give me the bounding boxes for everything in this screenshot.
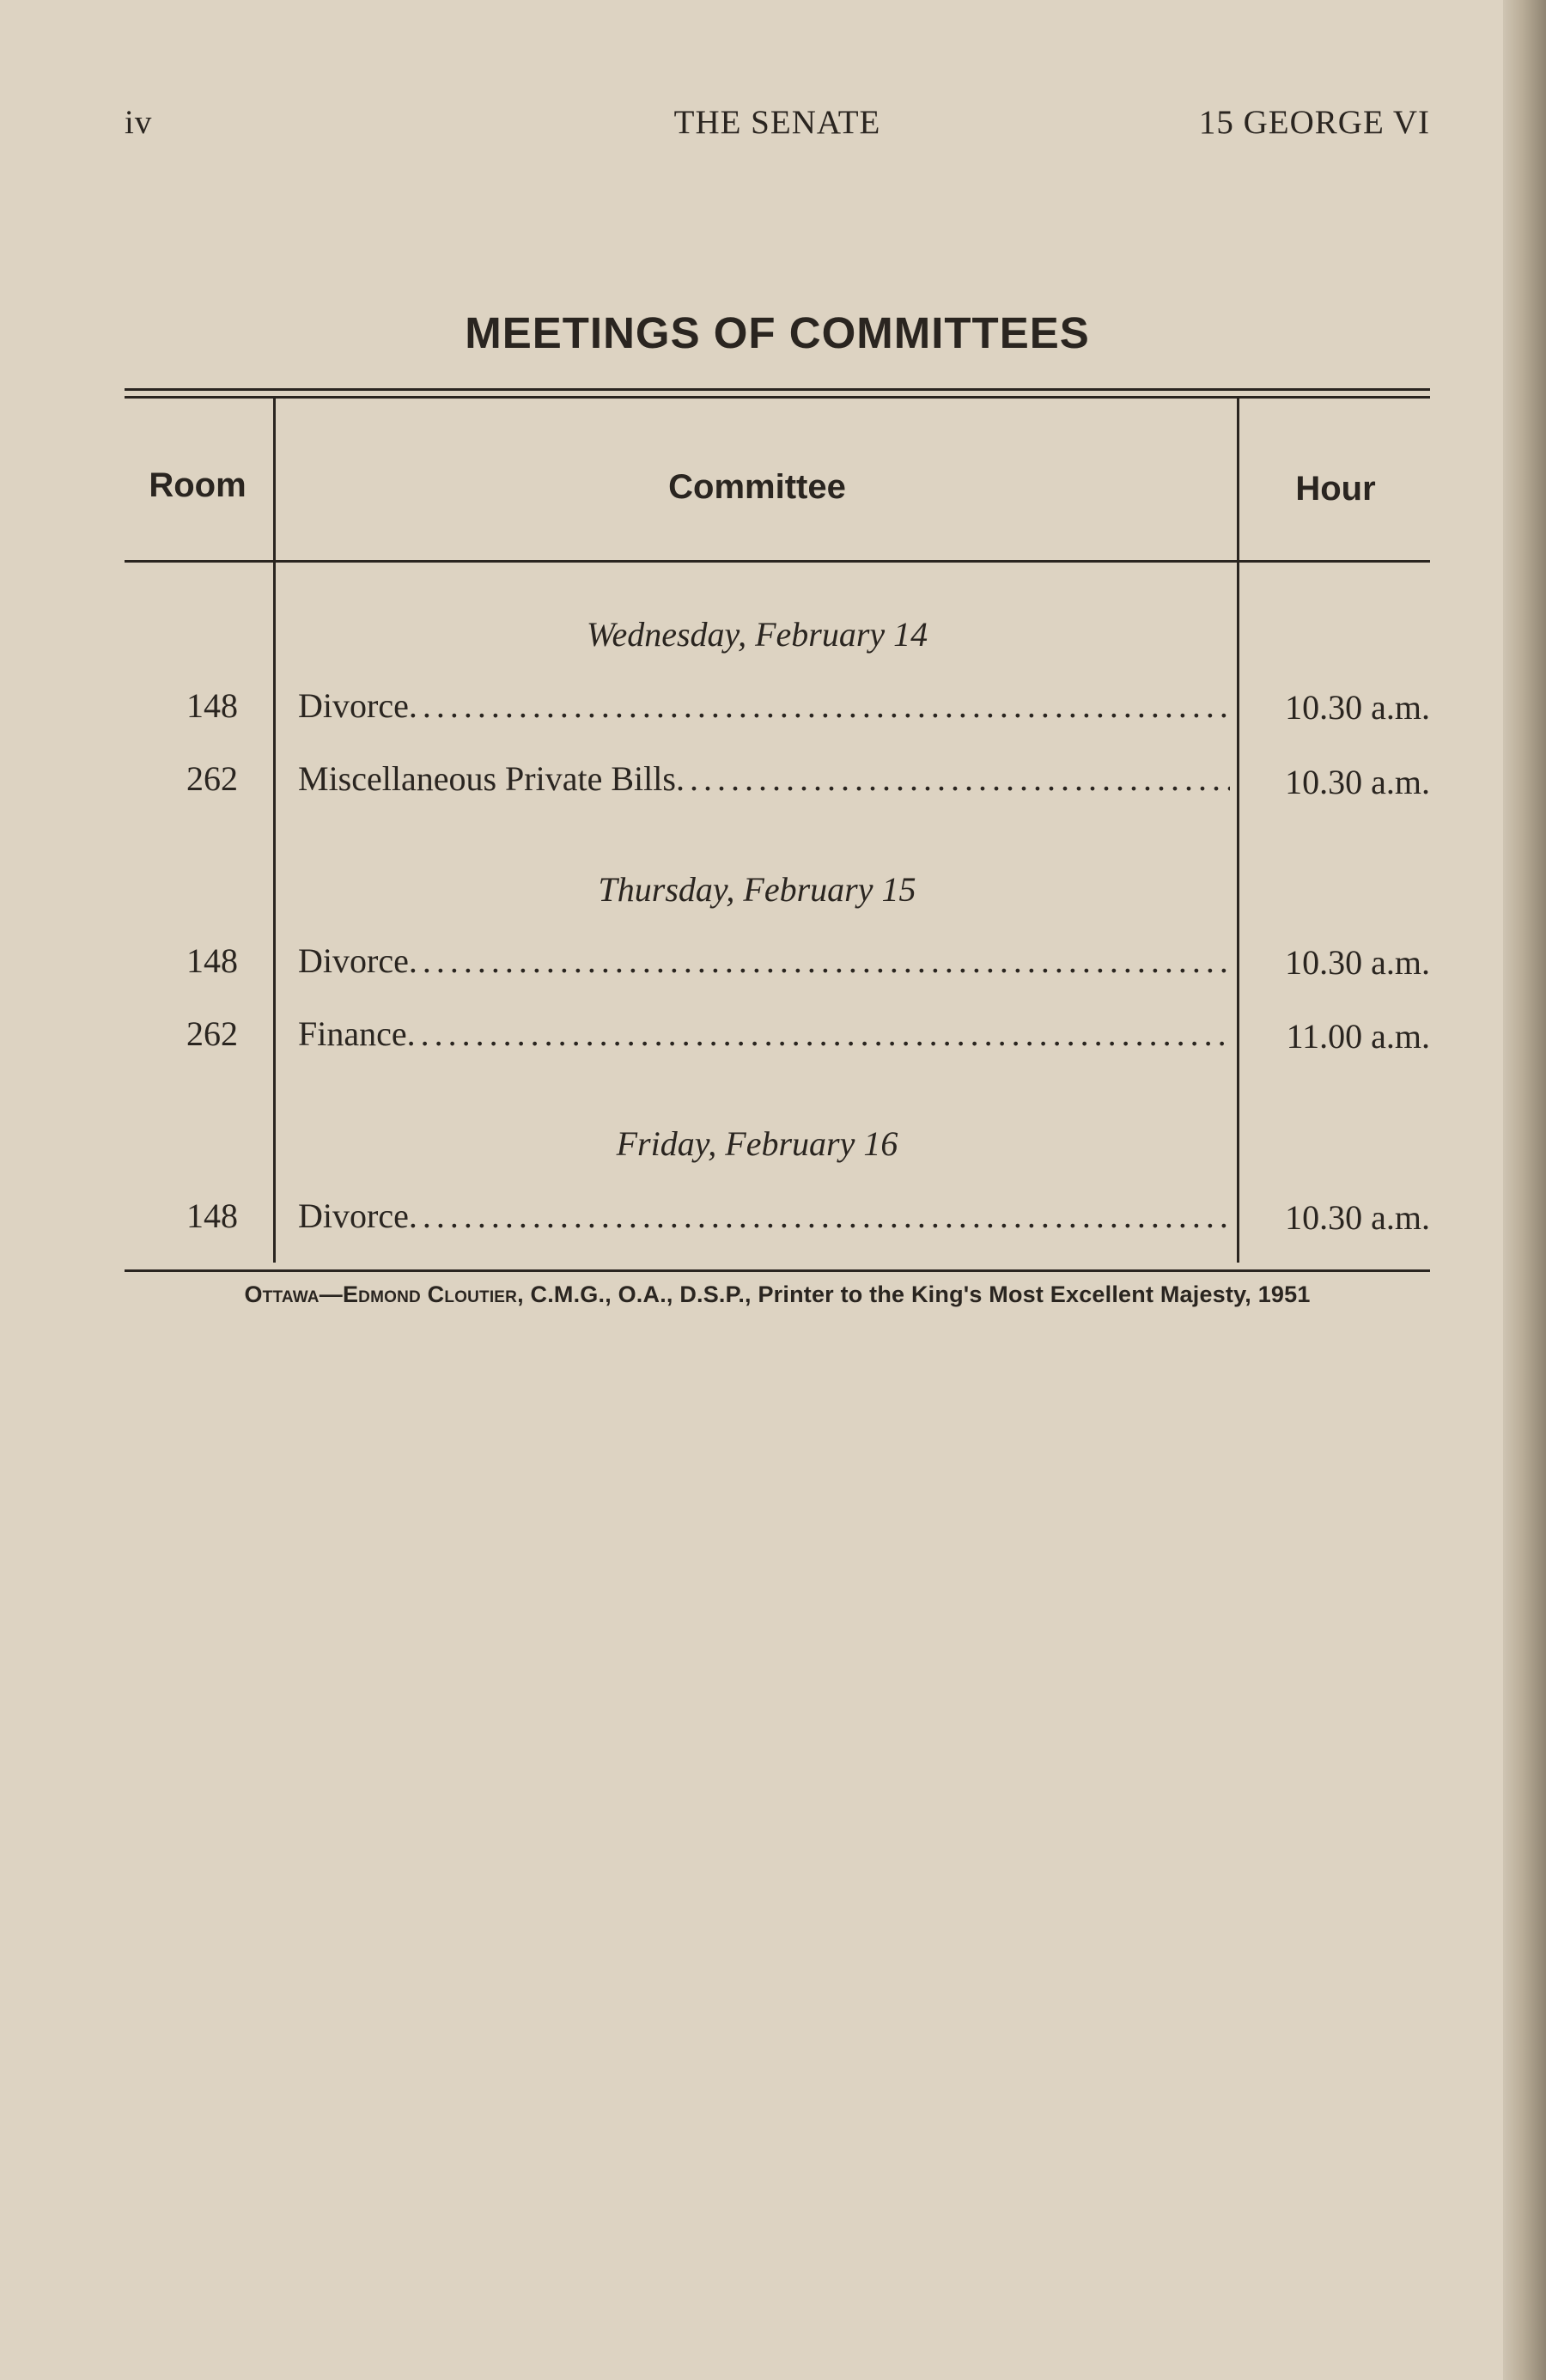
- room-number: 148: [186, 686, 238, 725]
- imprint-printer-name: Edmond Cloutier: [342, 1281, 518, 1307]
- section-title: MEETINGS OF COMMITTEES: [465, 308, 1090, 357]
- dot-leader: [407, 1013, 1230, 1054]
- column-header-hour: Hour: [1295, 470, 1376, 508]
- dot-leader: [409, 940, 1230, 981]
- column-header-committee: Committee: [668, 468, 846, 506]
- day-heading: Thursday, February 15: [598, 870, 916, 909]
- imprint-city: Ottawa: [244, 1281, 320, 1307]
- page-edge-shadow: [1503, 0, 1546, 2380]
- column-divider-left: [273, 397, 276, 1263]
- meeting-hour: 11.00 a.m.: [1286, 1017, 1430, 1056]
- meeting-hour: 10.30 a.m.: [1285, 763, 1430, 801]
- running-header: [125, 103, 1430, 146]
- committee-label: Divorce: [298, 686, 409, 725]
- committee-label: Finance: [298, 1014, 407, 1053]
- committee-name: [298, 685, 1230, 726]
- room-number: 262: [186, 1014, 238, 1053]
- room-number: 262: [186, 759, 238, 798]
- day-heading: Wednesday, February 14: [586, 615, 928, 654]
- meeting-hour: 10.30 a.m.: [1285, 943, 1430, 982]
- table-top-rule: [125, 388, 1430, 391]
- column-divider-right: [1237, 397, 1239, 1263]
- committee-name: [298, 940, 1230, 981]
- committee-label: Miscellaneous Private Bills: [298, 759, 676, 798]
- committee-name: [298, 1013, 1230, 1054]
- room-number: 148: [186, 941, 238, 980]
- committee-label: Divorce: [298, 1196, 409, 1235]
- meeting-hour: 10.30 a.m.: [1285, 688, 1430, 727]
- dot-leader: [409, 1196, 1230, 1236]
- committee-name: [298, 1196, 1230, 1236]
- printer-imprint: Ottawa—Edmond Cloutier, C.M.G., O.A., D.S.P., Printer to the King's Most Excellent Majesty, 1951: [244, 1281, 1311, 1307]
- dot-leader: [676, 758, 1230, 799]
- page-number: iv: [125, 104, 153, 141]
- header-session: 15 GEORGE VI: [1198, 104, 1430, 141]
- header-title: THE SENATE: [673, 104, 881, 141]
- room-number: 148: [186, 1196, 238, 1235]
- committee-label: Divorce: [298, 941, 409, 980]
- dot-leader: [409, 685, 1230, 726]
- table-bottom-rule: [125, 1269, 1430, 1272]
- day-heading: Friday, February 16: [616, 1124, 898, 1163]
- table-header-rule: [125, 560, 1430, 563]
- imprint-details: , C.M.G., O.A., D.S.P., Printer to the King's Most Excellent Majesty, 1951: [517, 1281, 1311, 1307]
- column-header-room: Room: [149, 466, 247, 504]
- committee-name: [298, 758, 1230, 799]
- table-top-rule-inner: [125, 396, 1430, 399]
- meeting-hour: 10.30 a.m.: [1285, 1198, 1430, 1237]
